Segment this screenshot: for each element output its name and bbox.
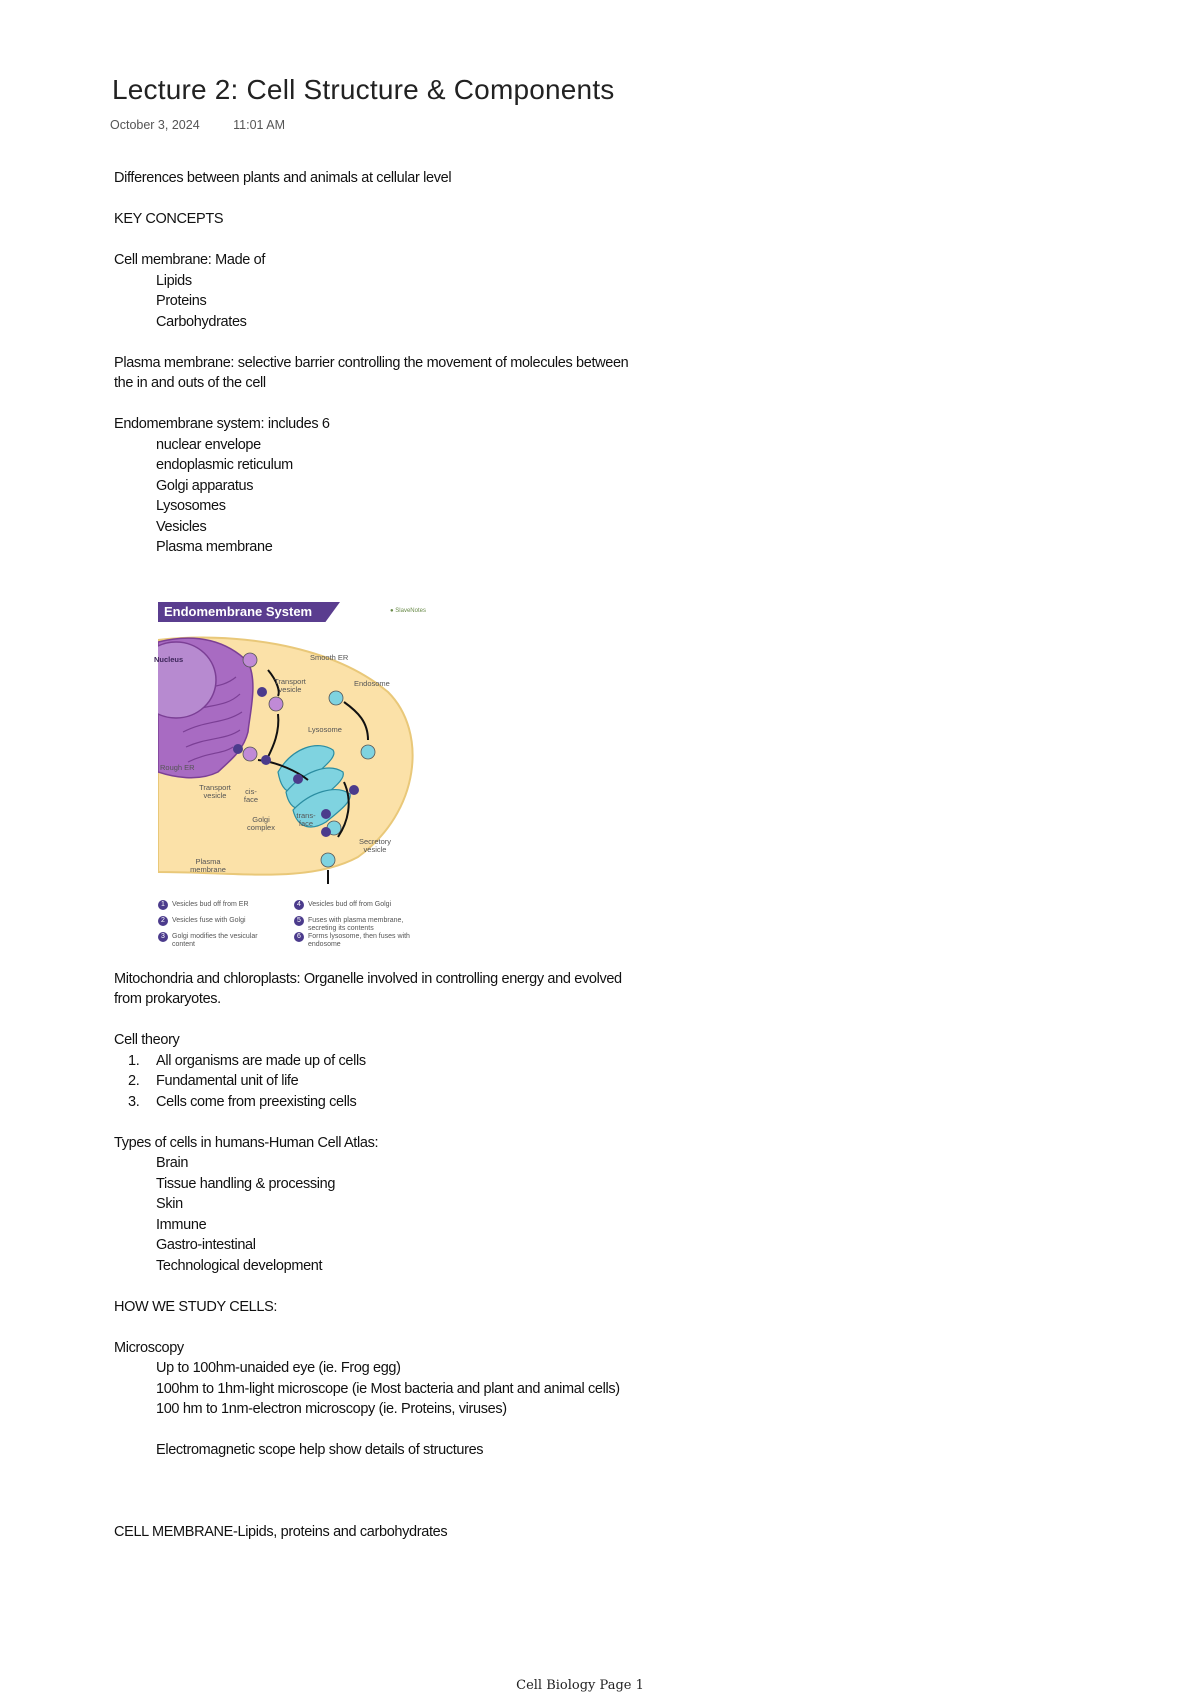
key-text: Forms lysosome, then fuses with endosome [308, 933, 410, 948]
key-text: Golgi modifies the vesicular content [172, 933, 258, 948]
page-title: Lecture 2: Cell Structure & Components [112, 74, 615, 105]
cell-membrane-heading: Cell membrane: Made of [114, 252, 266, 268]
brand-logo: ● SlaveNotes [390, 608, 426, 614]
plasma-membrane-line: the in and outs of the cell [114, 375, 266, 391]
key-badge: 6 [294, 932, 304, 942]
list-item: nuclear envelope [156, 436, 261, 453]
mito-line: from prokaryotes. [114, 991, 221, 1007]
figure-title: Endomembrane System [164, 604, 313, 619]
list-item: Skin [156, 1196, 183, 1212]
list-item: Gastro-intestinal [156, 1237, 256, 1253]
key-badge: 3 [158, 932, 168, 942]
list-item: Brain [156, 1155, 189, 1171]
label-golgi-complex: Golgi complex [247, 815, 275, 832]
page-date: October 3, 2024 [110, 118, 200, 132]
endomembrane-figure[interactable] [154, 600, 436, 952]
label-lysosome: Lysosome [308, 725, 342, 734]
list-item: Up to 100hm-unaided eye (ie. Frog egg) [156, 1360, 401, 1376]
key-concepts-heading: KEY CONCEPTS [114, 211, 224, 227]
list-item: Golgi apparatus [156, 477, 254, 494]
list-item: 100hm to 1hm-light microscope (ie Most bacteria and plant and animal cells) [156, 1380, 620, 1397]
list-item: Tissue handling & processing [156, 1175, 336, 1192]
list-item: 100 hm to 1nm-electron microscopy (ie. Proteins, viruses) [156, 1401, 507, 1417]
list-item: Carbohydrates [156, 313, 247, 330]
label-cis-face: cis-face [243, 787, 259, 804]
cell-types-heading: Types of cells in humans-Human Cell Atlas: [114, 1134, 379, 1151]
page-meta [110, 118, 285, 132]
mito-line: Mitochondria and chloroplasts: Organelle involved in controlling energy and evolved [114, 970, 622, 987]
list-item: endoplasmic reticulum [156, 457, 293, 473]
key-text: Vesicles fuse with Golgi [172, 917, 246, 924]
how-study-heading: HOW WE STUDY CELLS: [114, 1298, 278, 1315]
label-transport-vesicle: Transport vesicle [274, 677, 306, 694]
key-text: Fuses with plasma membrane, secreting its contents [308, 917, 404, 932]
list-item: Plasma membrane [156, 539, 273, 555]
plasma-membrane-line: Plasma membrane: selective barrier controlling the movement of molecules between [114, 354, 629, 371]
key-text: Vesicles bud off from ER [172, 901, 249, 908]
intro-line: Differences between plants and animals at cellular level [114, 170, 452, 186]
numbered-item: 3. Cells come from preexisting cells [128, 1093, 357, 1110]
key-badge: 4 [294, 900, 304, 910]
microscopy-heading: Microscopy [114, 1339, 184, 1356]
list-item: Lysosomes [156, 498, 226, 514]
label-nucleus: Nucleus [154, 655, 184, 664]
numbered-item: 1. All organisms are made up of cells [128, 1052, 366, 1069]
label-trans-face: trans-face [296, 811, 316, 828]
numbered-item: 2. Fundamental unit of life [128, 1073, 299, 1089]
page-footer: Cell Biology Page 1 [516, 1678, 644, 1693]
key-text: Vesicles bud off from Golgi [308, 901, 392, 908]
cell-theory-heading: Cell theory [114, 1032, 180, 1048]
page-time: 11:01 AM [233, 118, 286, 132]
label-transport-vesicle-2: Transport vesicle [199, 783, 231, 800]
label-rough-er: Rough ER [160, 763, 195, 772]
label-plasma-membrane: Plasma membrane [190, 857, 226, 874]
cell-membrane-final: CELL MEMBRANE-Lipids, proteins and carbohydrates [114, 1524, 448, 1540]
list-item: Technological development [156, 1257, 323, 1274]
label-secretory-vesicle: Secretory vesicle [358, 837, 392, 854]
key-badge: 2 [158, 916, 168, 926]
label-smooth-er: Smooth ER [310, 653, 349, 662]
microscopy-note: Electromagnetic scope help show details of structures [156, 1442, 484, 1458]
list-item: Proteins [156, 293, 207, 309]
list-item: Immune [156, 1216, 207, 1233]
key-badge: 1 [158, 900, 168, 910]
key-badge: 5 [294, 916, 304, 926]
list-item: Lipids [156, 272, 192, 289]
endomembrane-heading: Endomembrane system: includes 6 [114, 416, 330, 432]
list-item: Vesicles [156, 518, 207, 535]
label-endosome: Endosome [354, 679, 390, 688]
